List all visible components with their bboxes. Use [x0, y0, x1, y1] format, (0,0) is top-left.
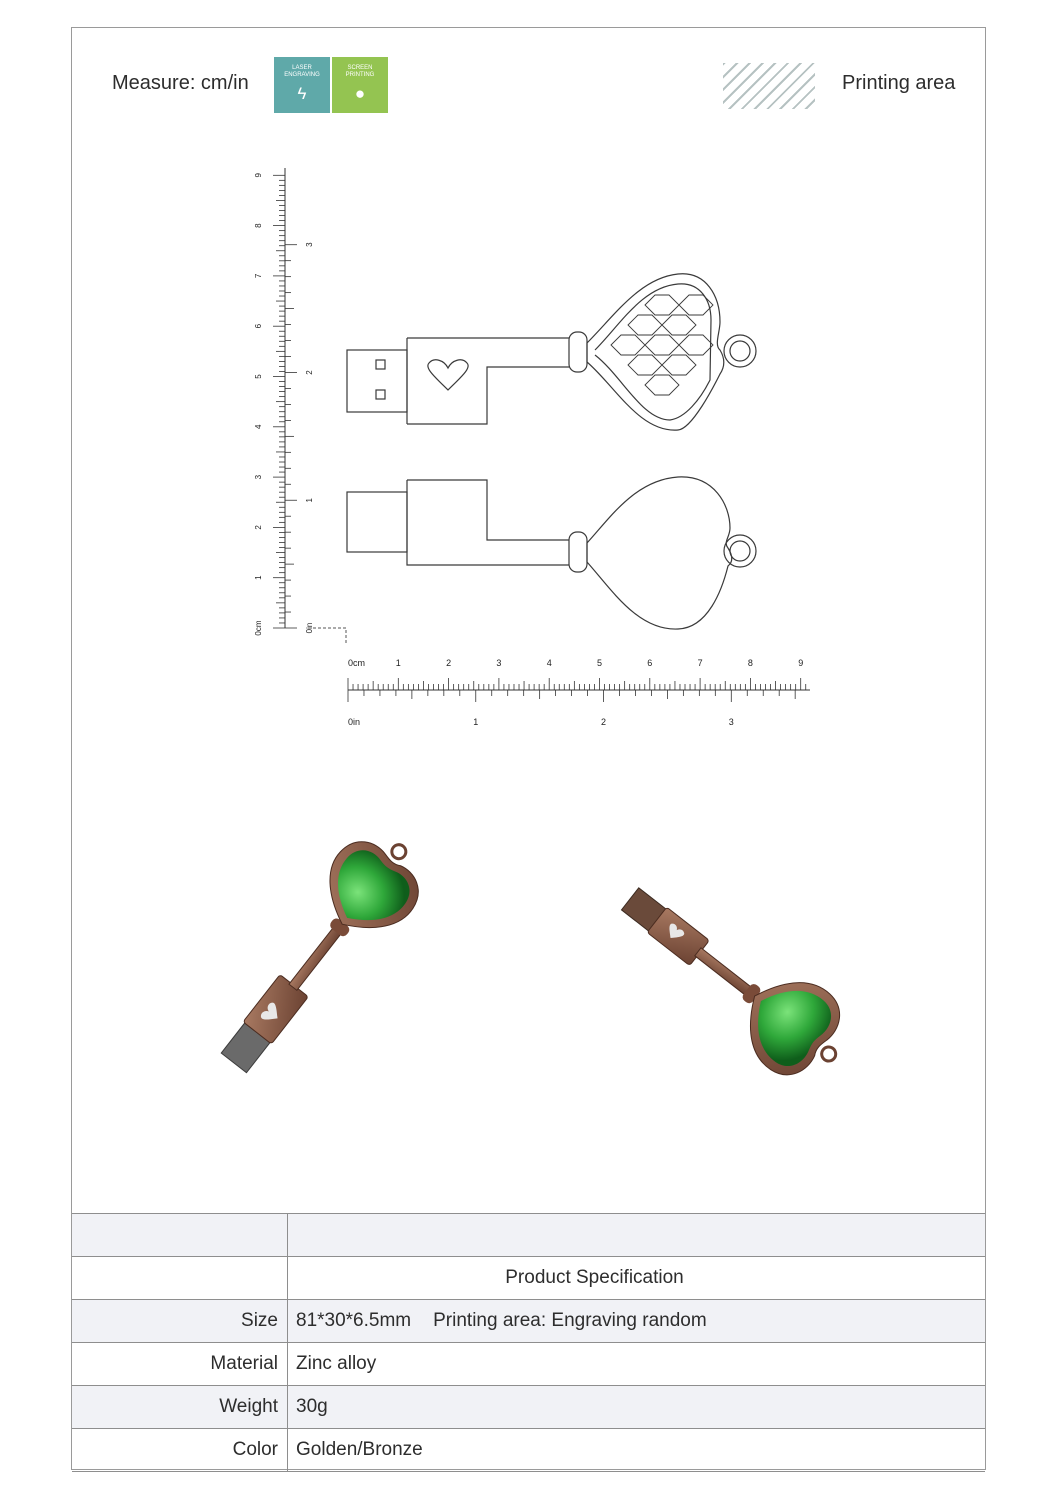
usb-plug-outline	[347, 350, 407, 412]
printing-area-hatch-swatch	[723, 63, 815, 109]
ruler-tick-label: 0in	[348, 717, 361, 727]
key-body-outline	[407, 338, 569, 424]
ruler-tick-label: 3	[496, 658, 502, 668]
honeycomb-border	[595, 284, 711, 420]
badge-line2: ENGRAVING	[284, 72, 320, 78]
ruler-tick-label: 0cm	[254, 620, 263, 636]
laser-engraving-badge	[274, 57, 330, 113]
product-photo-left	[197, 820, 439, 1091]
key-shaft	[695, 948, 752, 995]
ruler-tick-label: 5	[596, 658, 603, 668]
table-row	[72, 1257, 985, 1300]
heart-cutout	[428, 360, 468, 390]
ruler-tick-label: 2	[601, 717, 607, 727]
ruler-tick-label: 7	[697, 658, 703, 668]
ruler-tick-label: 4	[546, 658, 552, 668]
ruler-tick-label: 6	[647, 658, 653, 668]
spec-label-color: Color	[72, 1429, 288, 1472]
ruler-tick-label: 9	[254, 173, 263, 178]
technical-drawing	[230, 150, 830, 750]
spec-label-size: Size	[72, 1300, 288, 1343]
key-top-view	[347, 274, 756, 430]
ruler-tick-label: 1	[305, 498, 314, 503]
table-row	[72, 1386, 985, 1429]
key-ring-inner	[730, 541, 750, 561]
spec-value-color: Golden/Bronze	[288, 1429, 986, 1472]
ruler-tick-label: 8	[254, 223, 263, 228]
key-collar	[569, 532, 587, 572]
ruler-tick-label: 4	[254, 424, 263, 430]
usb-contact	[376, 360, 385, 369]
key-shaft	[289, 927, 341, 990]
spec-label-empty	[72, 1257, 288, 1300]
ink-drop-icon: ●	[354, 84, 366, 103]
ruler-tick-label: 2	[305, 370, 314, 375]
lightning-icon: ϟ	[297, 84, 307, 103]
key-heart-outline	[587, 274, 724, 430]
ruler-tick-label: 8	[747, 658, 753, 668]
key-heart-outline	[587, 477, 732, 629]
product-photos	[150, 820, 910, 1120]
spec-label-weight: Weight	[72, 1386, 288, 1429]
ruler-tick-label: 3	[254, 474, 263, 480]
usb-plug-outline	[347, 492, 407, 552]
ruler-tick-label: 3	[305, 242, 314, 247]
ruler-tick-label: 6	[254, 323, 263, 329]
badge-line1: SCREEN	[347, 65, 373, 71]
measure-label: Measure: cm/in	[112, 72, 249, 94]
vertical-ruler	[254, 168, 314, 636]
screen-printing-badge	[332, 57, 388, 113]
ruler-tick-label: 3	[728, 717, 734, 727]
table-row	[72, 1300, 985, 1343]
ruler-tick-label: 1	[395, 658, 401, 668]
usb-contact	[376, 390, 385, 399]
table-row	[72, 1214, 985, 1257]
ruler-tick-label: 5	[254, 374, 263, 379]
spec-label-empty	[72, 1214, 288, 1257]
spec-table	[72, 1213, 985, 1472]
badge-line2: PRINTING	[345, 72, 375, 78]
printing-area-value: Printing area: Engraving random	[433, 1310, 707, 1331]
spec-label-material: Material	[72, 1343, 288, 1386]
size-value: 81*30*6.5mm	[296, 1310, 412, 1331]
key-ring-inner	[730, 341, 750, 361]
ruler-tick-label: 2	[446, 658, 452, 668]
ruler-tick-label: 0cm	[348, 658, 366, 668]
spec-value-weight: 30g	[288, 1386, 986, 1429]
ruler-tick-label: 1	[254, 575, 263, 580]
horizontal-ruler	[348, 658, 810, 727]
key-collar	[569, 332, 587, 372]
ruler-tick-label: 0in	[305, 622, 314, 634]
table-row	[72, 1429, 985, 1472]
printing-area-label: Printing area	[842, 72, 956, 94]
ruler-tick-label: 2	[254, 525, 263, 530]
ruler-tick-label: 9	[798, 658, 804, 668]
spec-value-empty	[288, 1214, 986, 1257]
ruler-tick-label: 7	[254, 273, 263, 279]
spec-value-material: Zinc alloy	[288, 1343, 986, 1386]
spec-heading: Product Specification	[288, 1257, 986, 1300]
key-body-outline	[407, 480, 569, 565]
ruler-tick-label: 1	[473, 717, 479, 727]
key-ring	[819, 1044, 839, 1064]
product-photo-right	[600, 861, 863, 1096]
key-ring-outer	[724, 535, 756, 567]
honeycomb-pattern	[611, 295, 713, 395]
badge-line1: LASER	[292, 65, 312, 71]
table-row	[72, 1343, 985, 1386]
key-ring-outer	[724, 335, 756, 367]
key-bottom-view	[347, 477, 756, 629]
spec-value-size	[288, 1300, 986, 1343]
key-ring	[389, 842, 409, 862]
